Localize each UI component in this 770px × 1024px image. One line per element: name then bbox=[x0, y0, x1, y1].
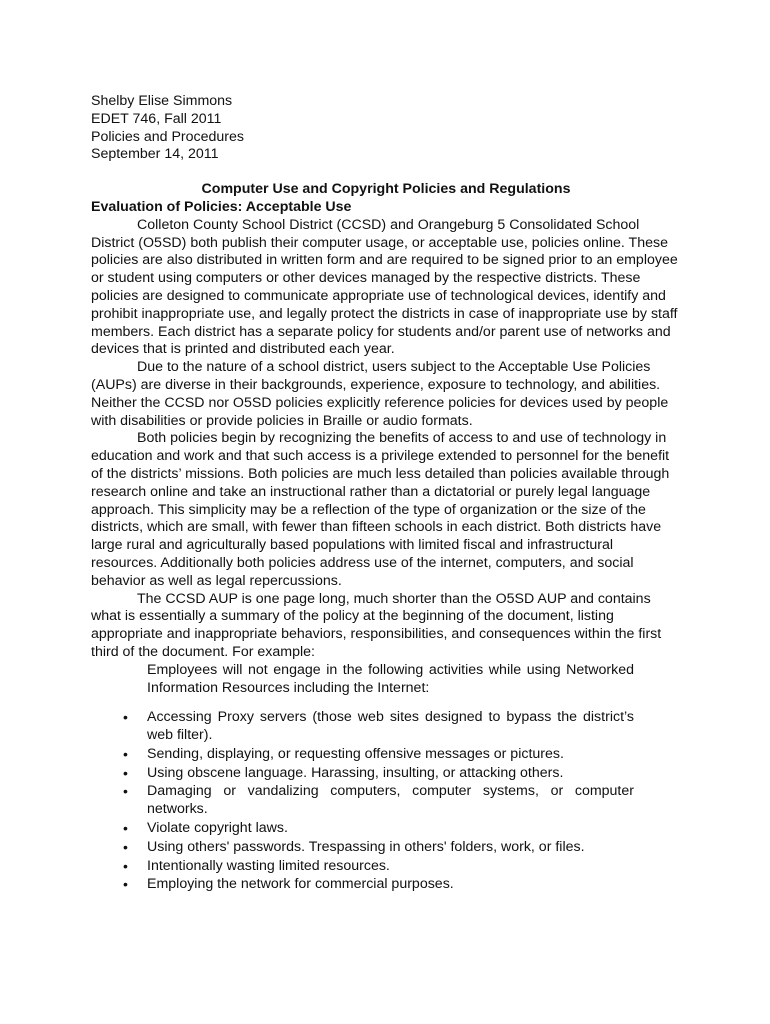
block-quote: Employees will not engage in the following activities while using Networked Information Resources including the Internet: bbox=[147, 661, 634, 696]
list-item-text: Sending, displaying, or requesting offensive messages or pictures. bbox=[147, 745, 564, 762]
paragraph-4: The CCSD AUP is one page long, much shorter than the O5SD AUP and contains what is essentially a summary of the policy at the beginning of the document, listing appropriate and inappropriate behaviors, responsibilities, and consequences within the first third of the document. For example: bbox=[91, 590, 662, 660]
list-item-text: Using others' passwords. Trespassing in others' folders, work, or files. bbox=[147, 838, 585, 855]
section-heading: Evaluation of Policies: Acceptable Use bbox=[91, 198, 352, 215]
list-item bbox=[123, 709, 634, 745]
list-item-text: Intentionally wasting limited resources. bbox=[147, 857, 390, 874]
list-item bbox=[123, 745, 634, 764]
header-block bbox=[91, 93, 681, 164]
date-line: September 14, 2011 bbox=[91, 146, 219, 163]
bullet-icon: • bbox=[123, 745, 128, 762]
course-line: EDET 746, Fall 2011 bbox=[91, 110, 222, 127]
list-item bbox=[123, 838, 634, 857]
paragraph-1: Colleton County School District (CCSD) and Orangeburg 5 Consolidated School District (O5SD) both publish their computer usage, or acceptable use, policies online. These policies are also distributed in written form and are required to be signed prior to an employee or student using computers or other devices managed by the respective districts. These policies are designed to communicate appropriate use of technological devices, identify and prohibit inappropriate use, and legally protect the districts in case of inappropriate use by staff members. Each district has a separate policy for students and/or parent use of networks and devices that is printed and distributed each year. bbox=[91, 216, 678, 358]
list-item-text: Using obscene language. Harassing, insulting, or attacking others. bbox=[147, 764, 564, 781]
list-item-text: Violate copyright laws. bbox=[147, 820, 288, 837]
paragraph-2: Due to the nature of a school district, users subject to the Acceptable Use Policies (AUPs) are diverse in their backgrounds, experience, exposure to technology, and abilities. Neither the CCSD nor O5SD policies explicitly reference policies for devices used by people with disabilities or provide policies in Braille or audio formats. bbox=[91, 359, 669, 429]
bullet-icon: • bbox=[123, 876, 128, 893]
list-item-text: Damaging or vandalizing computers, computer systems, or computer networks. bbox=[147, 783, 634, 818]
list-item-text: Employing the network for commercial purposes. bbox=[147, 876, 454, 893]
bullet-list bbox=[91, 709, 634, 894]
bullet-icon: • bbox=[123, 838, 128, 855]
bullet-icon: • bbox=[123, 857, 128, 874]
list-item bbox=[123, 876, 634, 894]
list-item-text: Accessing Proxy servers (those web sites designed to bypass the district’s web filter). bbox=[147, 709, 634, 744]
author-name: Shelby Elise Simmons bbox=[91, 93, 233, 109]
document-page bbox=[91, 93, 681, 895]
bullet-icon: • bbox=[123, 709, 128, 726]
list-item bbox=[123, 820, 634, 838]
subject-line: Policies and Procedures bbox=[91, 128, 244, 145]
list-item bbox=[123, 764, 634, 783]
document-title: Computer Use and Copyright Policies and Regulations bbox=[201, 181, 571, 198]
bullet-icon: • bbox=[123, 783, 128, 800]
list-item bbox=[123, 857, 634, 876]
bullet-icon: • bbox=[123, 764, 128, 781]
paragraph-3: Both policies begin by recognizing the benefits of access to and use of technology in education and work and that such access is a privilege extended to personnel for the benefit of the districts’ missions. Both policies are much less detailed than policies available through research online and take an instructional rather than a dictatorial or purely legal language approach. This simplicity may be a reflection of the type of organization or the size of the districts, which are small, with fewer than fifteen schools in each district. Both districts have large rural and agriculturally based populations with limited fiscal and infrastructural resources. Additionally both policies address use of the internet, computers, and social behavior as well as legal repercussions. bbox=[91, 430, 670, 589]
list-item bbox=[123, 783, 634, 819]
bullet-icon: • bbox=[123, 820, 128, 837]
